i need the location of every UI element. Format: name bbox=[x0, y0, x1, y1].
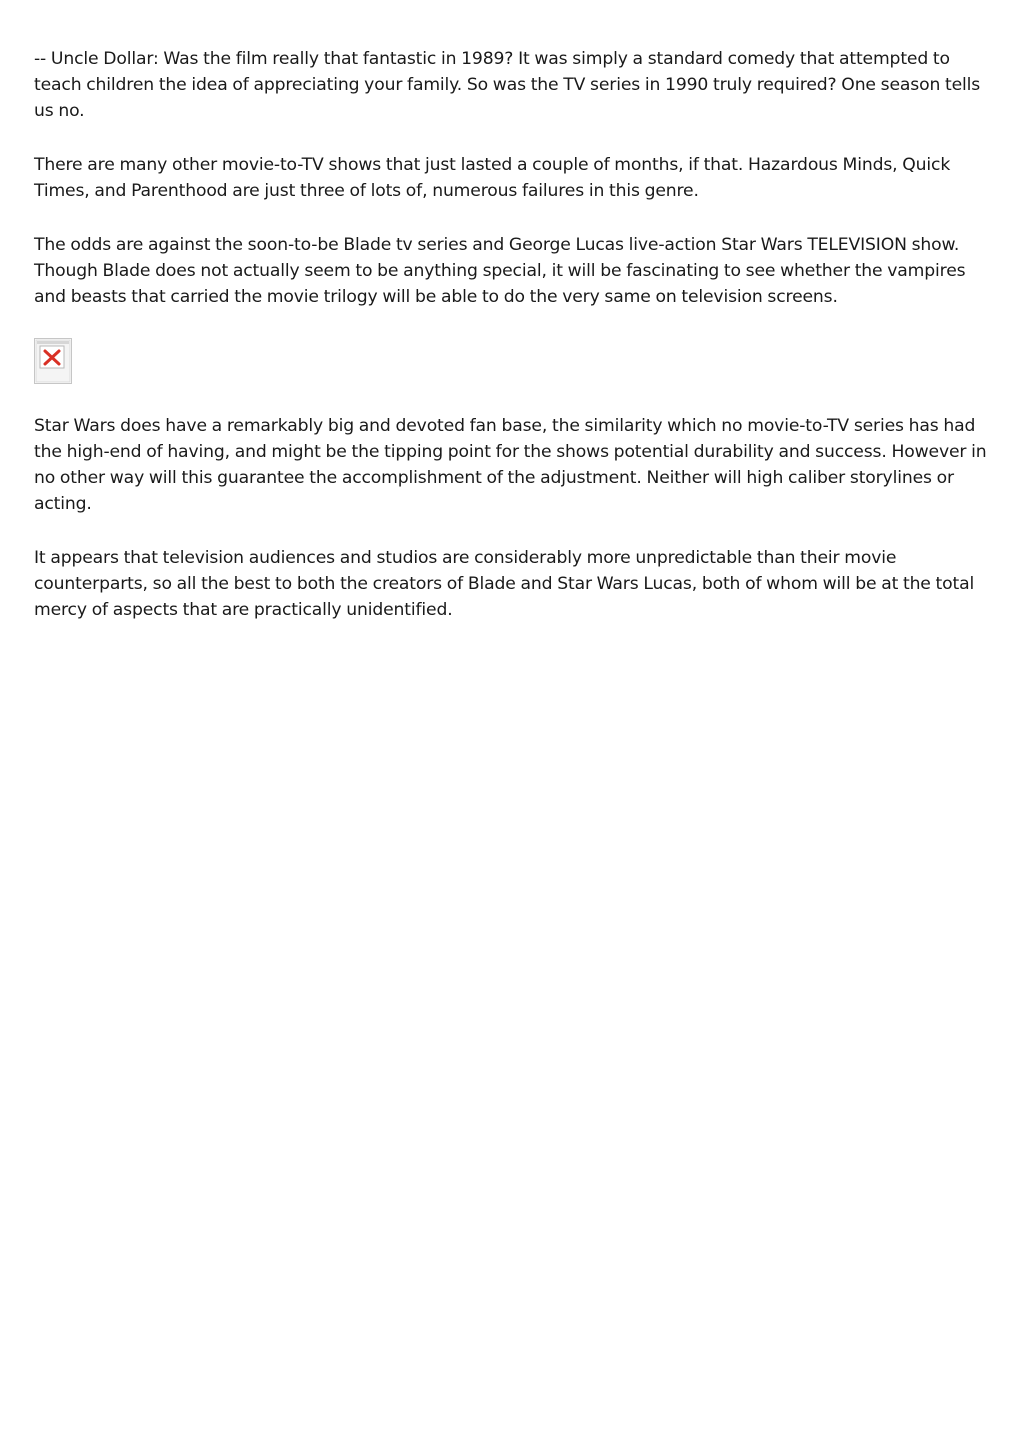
article-paragraph-3: The odds are against the soon-to-be Blade tv series and George Lucas live-action Star Wars TELEVISION show. Though Blade does not actually seem to be anything special, it will be fascinating to see whether the vampires and beasts that carried the movie trilogy will be able to do the very same on television screens. bbox=[34, 235, 966, 307]
article-paragraph-4: Star Wars does have a remarkably big and devoted fan base, the similarity which no movie-to-TV series has had the high-end of having, and might be the tipping point for the shows potential durability and success. However in no other way will this guarantee the accomplishment of the adjustment. Neither will high caliber storylines or acting. bbox=[34, 416, 987, 514]
article-body bbox=[34, 46, 996, 651]
article-paragraph-1: -- Uncle Dollar: Was the film really that fantastic in 1989? It was simply a standard comedy that attempted to teach children the idea of appreciating your family. So was the TV series in 1990 truly required? One season tells us no. bbox=[34, 49, 981, 121]
article-paragraph-2: There are many other movie-to-TV shows that just lasted a couple of months, if that. Hazardous Minds, Quick Times, and Parenthood are just three of lots of, numerous failures in this genre. bbox=[34, 155, 951, 201]
broken-image-icon bbox=[34, 338, 72, 384]
article-paragraph-5: It appears that television audiences and studios are considerably more unpredictable than their movie counterparts, so all the best to both the creators of Blade and Star Wars Lucas, both of whom will be at the total mercy of aspects that are practically unidentified. bbox=[34, 548, 975, 620]
